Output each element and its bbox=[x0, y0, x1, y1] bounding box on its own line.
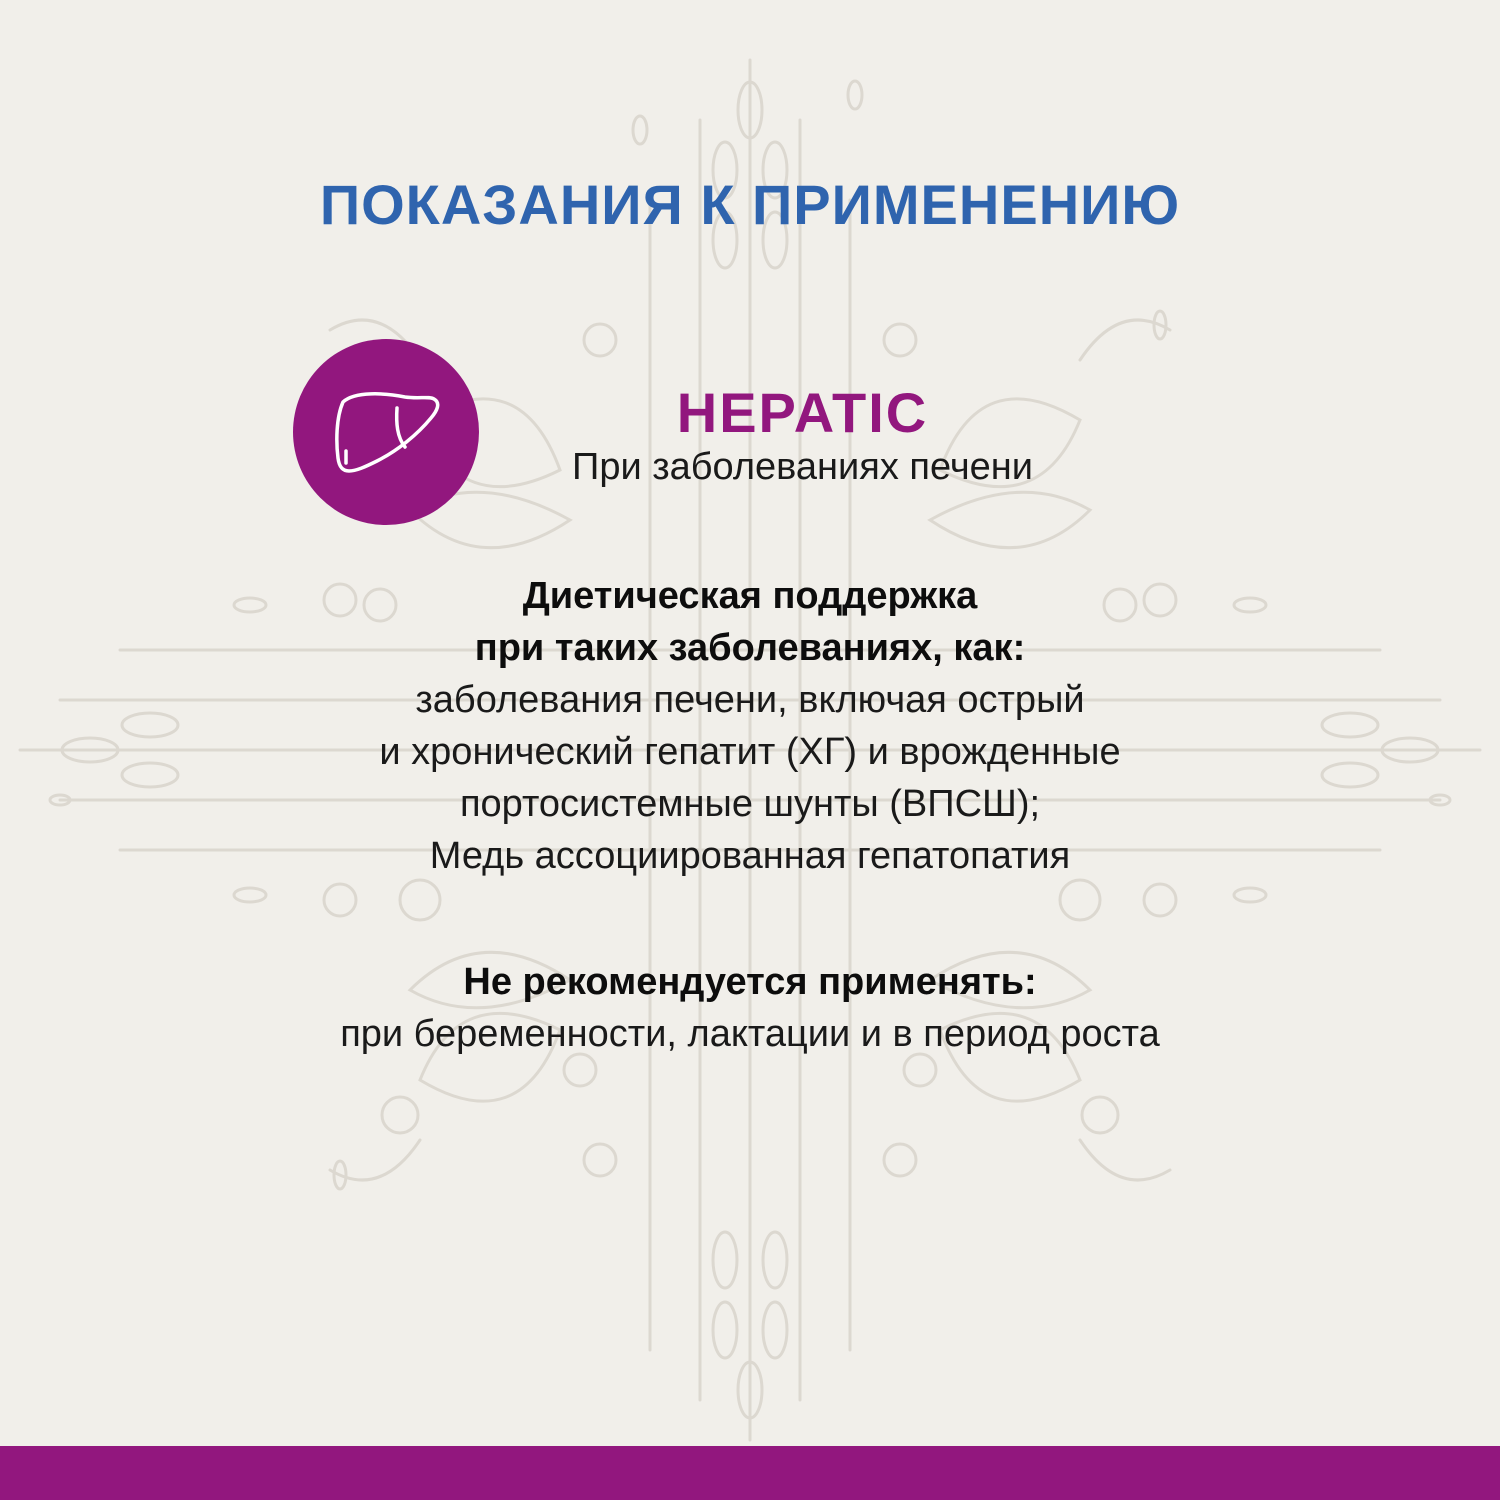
support-body-line: и хронический гепатит (ХГ) и врожденные bbox=[379, 731, 1121, 773]
contraindications-heading: Не рекомендуется применять: bbox=[463, 961, 1037, 1003]
liver-icon bbox=[293, 339, 479, 525]
support-section bbox=[150, 570, 1350, 882]
product-icon-badge bbox=[293, 339, 479, 525]
page-title: ПОКАЗАНИЯ К ПРИМЕНЕНИЮ bbox=[319, 173, 1181, 236]
support-heading-line: Диетическая поддержка bbox=[522, 575, 978, 617]
product-description: При заболеваниях печени bbox=[572, 446, 1033, 488]
support-body-line: портосистемные шунты (ВПСШ); bbox=[459, 783, 1041, 825]
support-body-line: заболевания печени, включая острый bbox=[415, 679, 1085, 721]
footer-bar bbox=[0, 1446, 1500, 1500]
support-body-line: Медь ассоциированная гепатопатия bbox=[429, 835, 1071, 877]
support-heading-line: при таких заболеваниях, как: bbox=[474, 627, 1026, 669]
contraindications-section bbox=[150, 956, 1350, 1060]
contraindications-body: при беременности, лактации и в период роста bbox=[340, 1013, 1160, 1055]
product-name: HEPATIC bbox=[676, 381, 929, 444]
